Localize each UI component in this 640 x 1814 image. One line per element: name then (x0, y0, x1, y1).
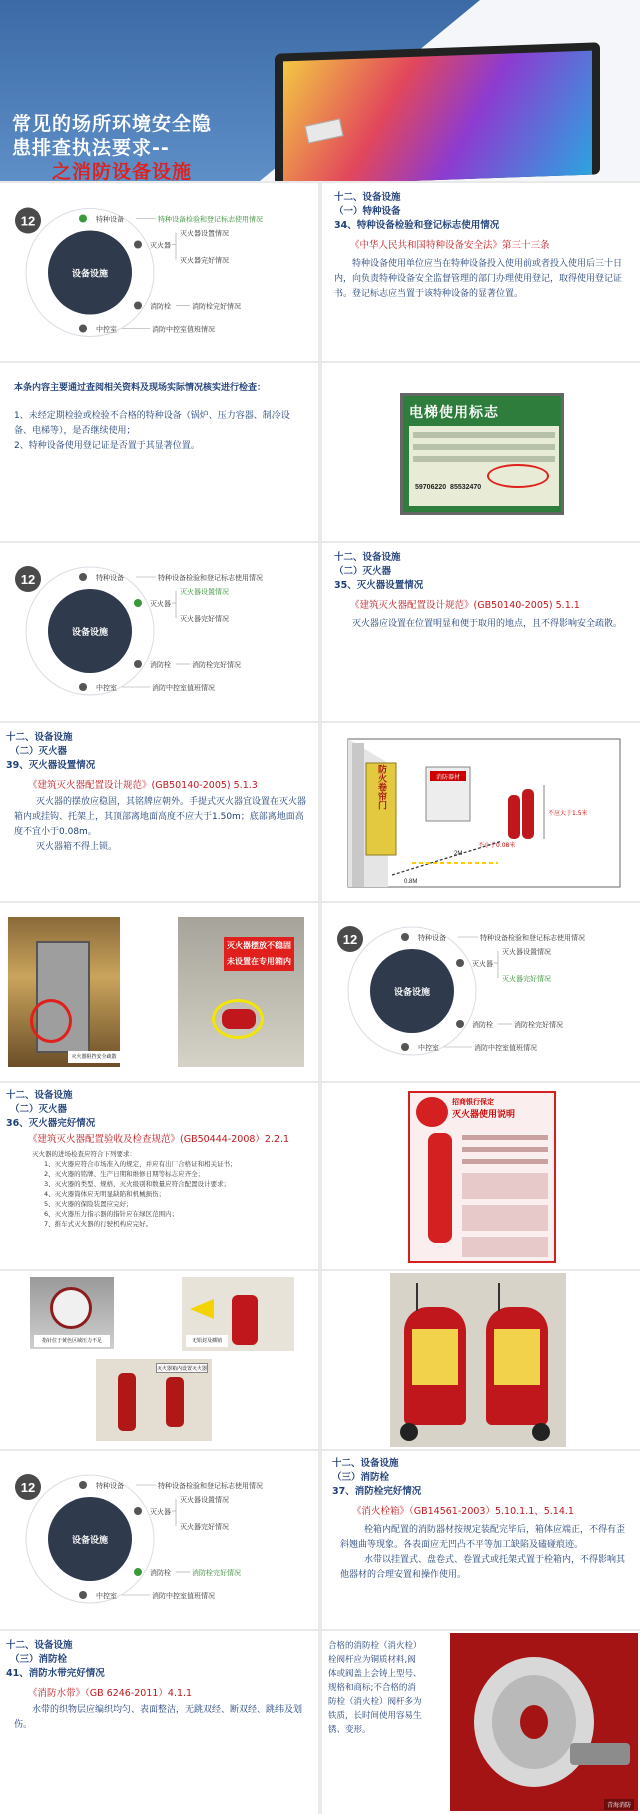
check-item: 3、灭火器的类型、规格、灭火级别和数量应符合配置设计要求； (44, 1180, 231, 1188)
warning-2: 未设置在专用箱内 (227, 957, 291, 966)
section-heading: 十二、设备设施 (332, 1458, 399, 1469)
item-heading: 35、灭火器设置情况 (334, 580, 424, 591)
topic-diagram-4 (0, 1451, 318, 1629)
slide-34 (322, 183, 640, 361)
instruction-poster (408, 1091, 556, 1263)
svg-text:设备设施: 设备设施 (71, 628, 109, 638)
poster-title: 招商银行保定 (452, 1098, 494, 1106)
box-caption: 灭火器箱内设置灭火器 (156, 1363, 208, 1373)
svg-text:中控室: 中控室 (96, 325, 117, 334)
section-heading: 十二、设备设施 (6, 1090, 73, 1101)
photo-caption: 灭火器阻挡安全疏散 (68, 1051, 120, 1063)
hydrant-note: 合格的消防栓（消火栓）栓阀杆应为铜质材料,阀体或阀盖上会铸上型号、规格和商标;不合格的消防栓（消火栓）阀杆多为铁质，长时间使用容易生锈、变形。 (328, 1641, 422, 1735)
svg-text:特种设备: 特种设备 (418, 934, 446, 942)
sign-phone-2: 85532470 (450, 484, 482, 491)
slide-defect-photos (0, 1271, 318, 1449)
svg-text:灭火器完好情况: 灭火器完好情况 (180, 1523, 229, 1531)
subsection-heading: （三）消防栓 (332, 1472, 390, 1483)
section-heading: 十二、设备设施 (6, 732, 73, 743)
check-item: 5、灭火器的保险装置应完好； (44, 1200, 133, 1208)
subsection-heading: （二）灭火器 (10, 1104, 68, 1115)
warning-1: 灭火器摆放不稳固 (227, 941, 291, 950)
regulation-reference: 《消防水带》（GB 6246-2011）4.1.1 (28, 1688, 193, 1699)
regulation-reference: 《建筑灭火器配置设计规范》(GB50140-2005) 5.1.1 (350, 600, 580, 611)
svg-text:消防栓完好情况: 消防栓完好情况 (514, 1021, 563, 1029)
svg-text:灭火器: 灭火器 (150, 600, 171, 608)
check-item: 4、灭火器筒体应无明显缺陷和机械损伤； (44, 1190, 166, 1198)
svg-text:消防中控室值班情况: 消防中控室值班情况 (152, 684, 215, 692)
sign-phone: 59706220 (415, 484, 447, 491)
regulation-body: 栓箱内配置的消防器材按规定装配完毕后，箱体应端正，不得有歪斜翘曲等现象。各表面应无凹凸不平等加工缺陷及磕碰痕迹。 (340, 1525, 626, 1550)
svg-text:中控室: 中控室 (96, 684, 117, 692)
svg-text:灭火器设置情况: 灭火器设置情况 (180, 1496, 229, 1504)
seal-photo (182, 1277, 294, 1351)
item-special-equipment: 特种设备 (96, 215, 124, 224)
svg-text:设备设施: 设备设施 (393, 988, 431, 998)
svg-text:灭火器设置情况: 灭火器设置情况 (180, 229, 229, 238)
regulation-body: 灭火器的摆放应稳固，其铭牌应朝外。手提式灭火器宜设置在灭火器箱内或挂钩、托架上，其顶部离地面高度不应大于1.50m；底部离地面高度不宜小于0.08m。 (14, 797, 307, 837)
regulation-body: 灭火器应设置在位置明显和便于取用的地点，且不得影响安全疏散。 (352, 619, 623, 629)
floor-extinguisher-photo (178, 917, 304, 1067)
svg-text:消防栓: 消防栓 (150, 1569, 171, 1577)
svg-text:特种设备检验和登记标志使用情况: 特种设备检验和登记标志使用情况 (158, 1482, 263, 1490)
svg-text:消防栓: 消防栓 (150, 302, 171, 311)
title-text (12, 112, 212, 160)
slide-39 (0, 723, 318, 901)
svg-text:消防栓完好情况: 消防栓完好情况 (192, 302, 241, 311)
item-heading: 39、灭火器设置情况 (6, 760, 96, 771)
svg-text:消防栓完好情况: 消防栓完好情况 (192, 1569, 241, 1577)
regulation-reference: 《建筑灭火器配置设计规范》(GB50140-2005) 5.1.3 (28, 780, 258, 791)
slide-35 (322, 543, 640, 721)
extinguisher-height-diagram (322, 723, 640, 901)
check-item: 7、推车式灭火器的行驶机构应完好。 (44, 1220, 153, 1228)
center-label: 设备设施 (71, 269, 109, 280)
regulation-body: 水带的织物层应编织均匀、表面整洁，无跳双经、断双经、跳纬及划伤。 (14, 1705, 303, 1730)
gauge-caption: 指针位于黄色区域压力不足 (34, 1335, 110, 1347)
item-heading: 34、特种设备检验和登记标志使用情况 (334, 220, 500, 231)
svg-text:消防栓: 消防栓 (150, 661, 171, 669)
cart-extinguishers-photo (390, 1273, 566, 1447)
elevator-sign-photo (400, 393, 564, 515)
slide-37 (322, 1451, 640, 1629)
svg-text:中控室: 中控室 (96, 1592, 117, 1600)
svg-text:灭火器设置情况: 灭火器设置情况 (502, 948, 551, 956)
slide-check-method (0, 363, 318, 541)
svg-text:特种设备: 特种设备 (96, 574, 124, 582)
svg-text:灭火器设置情况: 灭火器设置情况 (180, 588, 229, 596)
topic-diagram (0, 183, 318, 361)
title-line3: 之消防设备设施 (52, 161, 193, 181)
svg-text:灭火器: 灭火器 (150, 1508, 171, 1516)
subsection-heading: （二）灭火器 (334, 566, 392, 577)
highlight-ellipse (487, 464, 549, 488)
item-detail-highlight: 特种设备检验和登记标志使用情况 (158, 215, 263, 224)
title-line2: 患排查执法要求-- (12, 137, 170, 159)
svg-text:消防中控室值班情况: 消防中控室值班情况 (474, 1044, 537, 1052)
elevator-photo (8, 917, 120, 1067)
regulation-body-2: 灭火器箱不得上锁。 (36, 842, 118, 852)
svg-text:特种设备检验和登记标志使用情况: 特种设备检验和登记标志使用情况 (158, 574, 263, 582)
check-item: 6、灭火器压力指示器的指针应在绿区范围内； (44, 1210, 179, 1218)
check-item: 2、灭火器的铭牌、生产日期和维修日期等标志应齐全； (44, 1170, 205, 1178)
diagram-slide-1 (0, 183, 318, 361)
title-line1: 常见的场所环境安全隐 (12, 113, 213, 135)
regulation-body-2: 水带以挂置式、盘卷式、卷置式或托架式置于栓箱内，不得影响其他器材的合理安置和操作使用。 (340, 1555, 626, 1580)
check-heading: 本条内容主要通过查阅相关资料及现场实际情况核实进行检查： (14, 383, 267, 393)
item-heading: 36、灭火器完好情况 (6, 1118, 96, 1129)
svg-text:灭火器完好情况: 灭火器完好情况 (502, 975, 551, 983)
bottom-limit-label: 不小于0.08米 (478, 842, 516, 849)
topic-diagram-3 (322, 903, 640, 1081)
svg-text:消防中控室值班情况: 消防中控室值班情况 (152, 1592, 215, 1600)
regulation-reference: 《消火栓箱》（GB14561-2003）5.10.1.1、5.14.1 (352, 1506, 574, 1517)
watermark: 青海消防 (604, 1799, 634, 1810)
svg-text:消防中控室值班情况: 消防中控室值班情况 (152, 325, 215, 334)
box-label: 消防器材 (435, 774, 461, 781)
subsection-heading: （三）消防栓 (10, 1654, 68, 1665)
svg-text:消防栓完好情况: 消防栓完好情况 (192, 661, 241, 669)
svg-text:12: 12 (20, 572, 36, 587)
svg-text:灭火器完好情况: 灭火器完好情况 (180, 256, 229, 265)
check-item-2: 2、特种设备使用登记证是否置于其显著位置。 (14, 441, 200, 451)
svg-text:特种设备: 特种设备 (96, 1482, 124, 1490)
item-heading: 37、消防栓完好情况 (332, 1486, 422, 1497)
regulation-reference: 《建筑灭火器配置验收及检查规范》(GB50444-2008）2.2.1 (28, 1134, 290, 1145)
svg-text:灭火器: 灭火器 (472, 960, 493, 968)
regulation-body: 特种设备使用单位应当在特种设备投入使用前或者投入使用后三十日内，向负责特种设备安全监督管理的部门办理使用登记，取得使用登记证书。登记标志应当置于该特种设备的显著位置。 (334, 259, 623, 299)
section-heading: 十二、设备设施 (334, 552, 401, 563)
diagram-slide-4 (0, 1451, 318, 1629)
svg-text:灭火器完好情况: 灭火器完好情况 (180, 615, 229, 623)
item-heading: 41、消防水带完好情况 (6, 1668, 105, 1679)
topic-diagram-2 (0, 543, 318, 721)
door-label: 防火卷帘门 (376, 764, 386, 810)
subsection-heading: （二）灭火器 (10, 746, 68, 757)
regulation-reference: 《中华人民共和国特种设备安全法》第三十三条 (350, 240, 550, 251)
hose-cabinet-photo (450, 1633, 638, 1811)
sign-title: 电梯使用标志 (409, 405, 499, 421)
badge-number: 12 (20, 213, 36, 229)
slide-elevator-sign (322, 363, 640, 541)
title-slide (0, 0, 640, 181)
diagram-slide-3 (322, 903, 640, 1081)
check-item-1: 1、未经定期检验或检验不合格的特种设备（锅炉、压力容器、制冷设备、电梯等），是否继续使用； (14, 411, 290, 436)
slide-violation-photos (0, 903, 318, 1081)
check-item: 1、灭火器应符合市场准入的规定，并应有出厂合格证和相关证书； (44, 1160, 237, 1168)
svg-text:中控室: 中控室 (418, 1044, 439, 1052)
monitor-image (275, 42, 600, 181)
svg-text:特种设备检验和登记标志使用情况: 特种设备检验和登记标志使用情况 (480, 934, 585, 942)
distance-2: 2M (454, 851, 463, 857)
svg-text:设备设施: 设备设施 (71, 1536, 109, 1546)
box-photo (96, 1359, 212, 1441)
diagram-slide-2 (0, 543, 318, 721)
svg-text:12: 12 (20, 1480, 36, 1495)
subsection-heading: （一）特种设备 (334, 206, 401, 217)
poster-subtitle: 灭火器使用说明 (452, 1110, 516, 1120)
slide-41 (0, 1631, 318, 1814)
svg-text:灭火器: 灭火器 (150, 241, 171, 250)
distance-1: 0.8M (404, 879, 418, 885)
check-intro: 灭火器的进场检查应符合下列要求： (32, 1150, 136, 1158)
svg-text:消防栓: 消防栓 (472, 1021, 493, 1029)
slide-extinguisher-diagram (322, 723, 640, 901)
svg-text:12: 12 (342, 932, 358, 947)
slide-hydrant-valve (322, 1631, 640, 1814)
section-heading: 十二、设备设施 (6, 1640, 73, 1651)
seal-caption: 无铅封及插销 (186, 1335, 228, 1347)
slide-cart-extinguishers (322, 1271, 640, 1449)
section-heading: 十二、设备设施 (334, 192, 401, 203)
height-limit-label: 不应大于1.5米 (548, 810, 588, 817)
slide-instruction-poster (322, 1083, 640, 1269)
slide-36 (0, 1083, 318, 1269)
gauge-photo (30, 1277, 114, 1349)
